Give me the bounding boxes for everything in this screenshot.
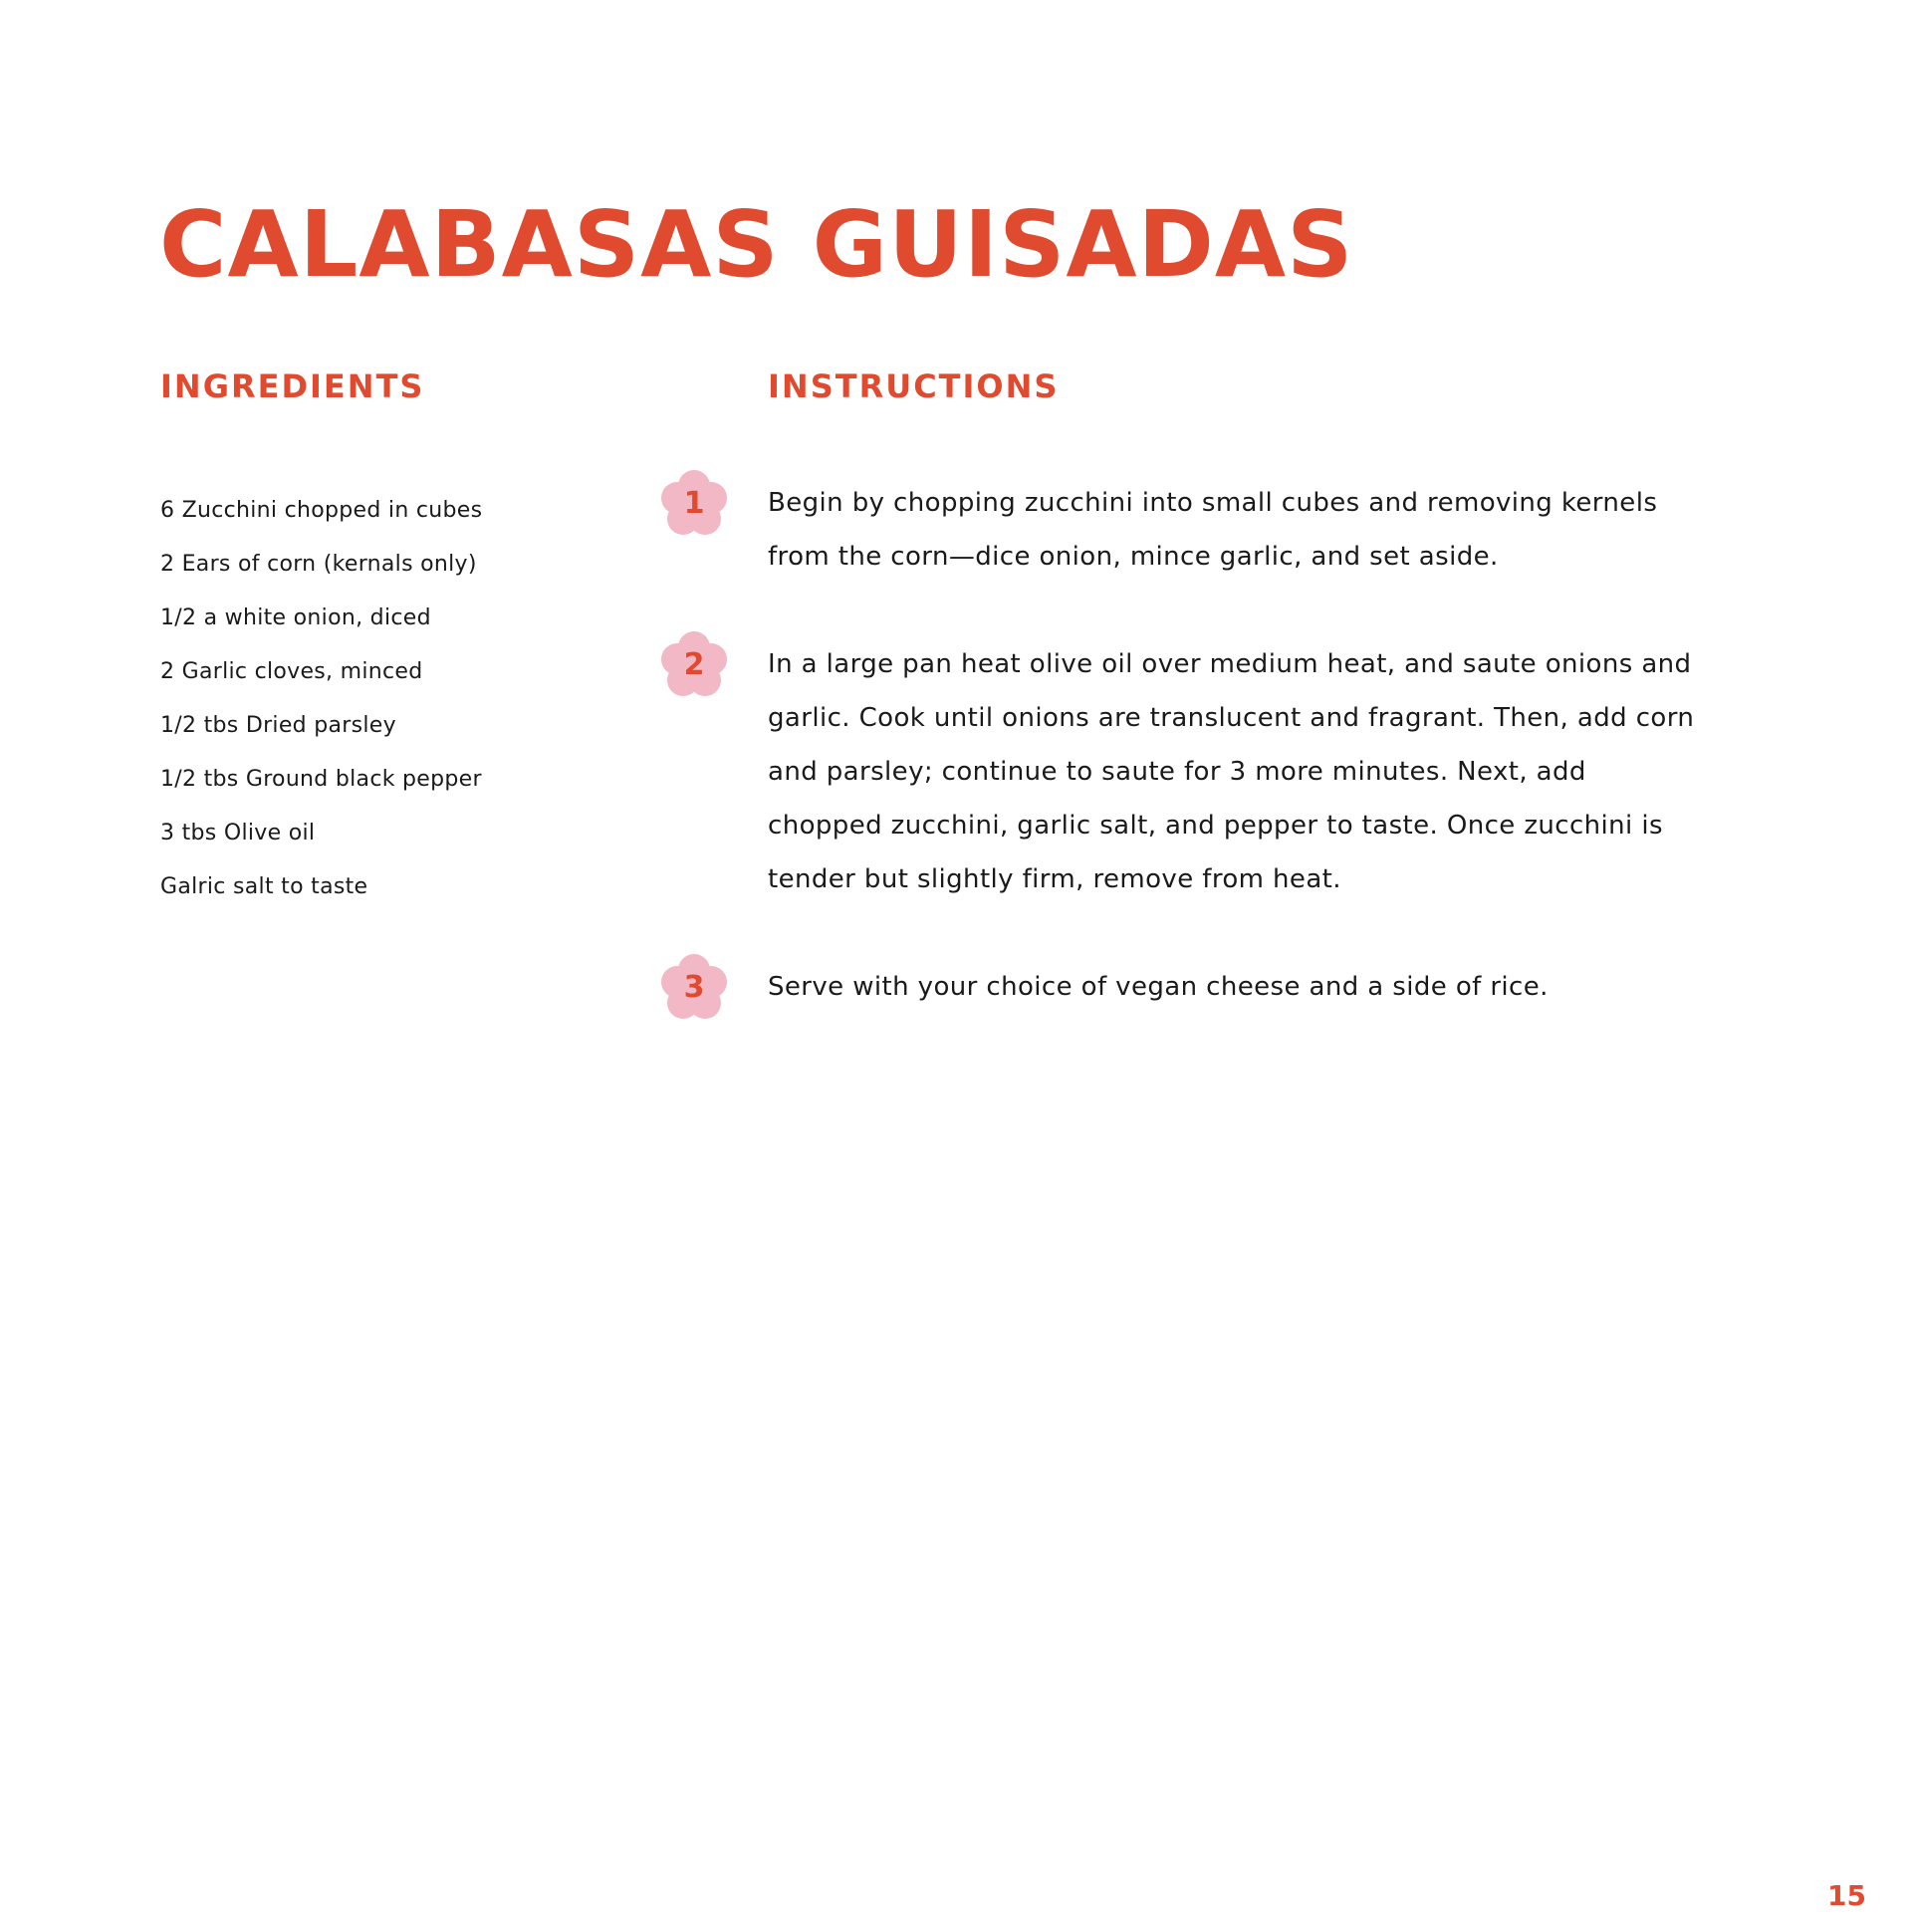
flower-icon [660, 470, 728, 538]
step-number: 1 [683, 486, 705, 521]
ingredient-item: 1/2 a white onion, diced [160, 605, 431, 630]
step-number: 3 [683, 970, 705, 1005]
ingredient-item: 1/2 tbs Ground black pepper [160, 767, 482, 792]
page-number: 15 [1827, 1879, 1866, 1912]
step-number: 2 [683, 647, 705, 682]
ingredient-item: 2 Garlic cloves, minced [160, 659, 423, 684]
ingredient-item: 6 Zucchini chopped in cubes [160, 498, 483, 523]
instructions-heading: INSTRUCTIONS [768, 367, 1060, 405]
ingredient-item: Galric salt to taste [160, 874, 368, 899]
ingredient-item: 2 Ears of corn (kernals only) [160, 552, 477, 577]
recipe-title: CALABASAS GUISADAS [159, 191, 1354, 298]
flower-icon [660, 631, 728, 699]
step-text: In a large pan heat olive oil over medium heat, and saute onions and garlic. Cook until onions are translucent and fragrant. Then, add corn and parsley; continue to saute for 3 more minutes. Next, add chopped zucchini, garlic salt, and pepper to taste. Once zucchini is tender but slightly firm, remove from heat. [768, 649, 1695, 894]
ingredients-list [160, 484, 482, 914]
step-text: Serve with your choice of vegan cheese and a side of rice. [768, 972, 1549, 1002]
ingredient-item: 3 tbs Olive oil [160, 821, 316, 845]
ingredient-item: 1/2 tbs Dried parsley [160, 713, 396, 738]
flower-icon [660, 954, 728, 1022]
ingredients-heading: INGREDIENTS [160, 367, 425, 405]
step-text: Begin by chopping zucchini into small cubes and removing kernels from the corn—dice onion, mince garlic, and set aside. [768, 488, 1658, 572]
